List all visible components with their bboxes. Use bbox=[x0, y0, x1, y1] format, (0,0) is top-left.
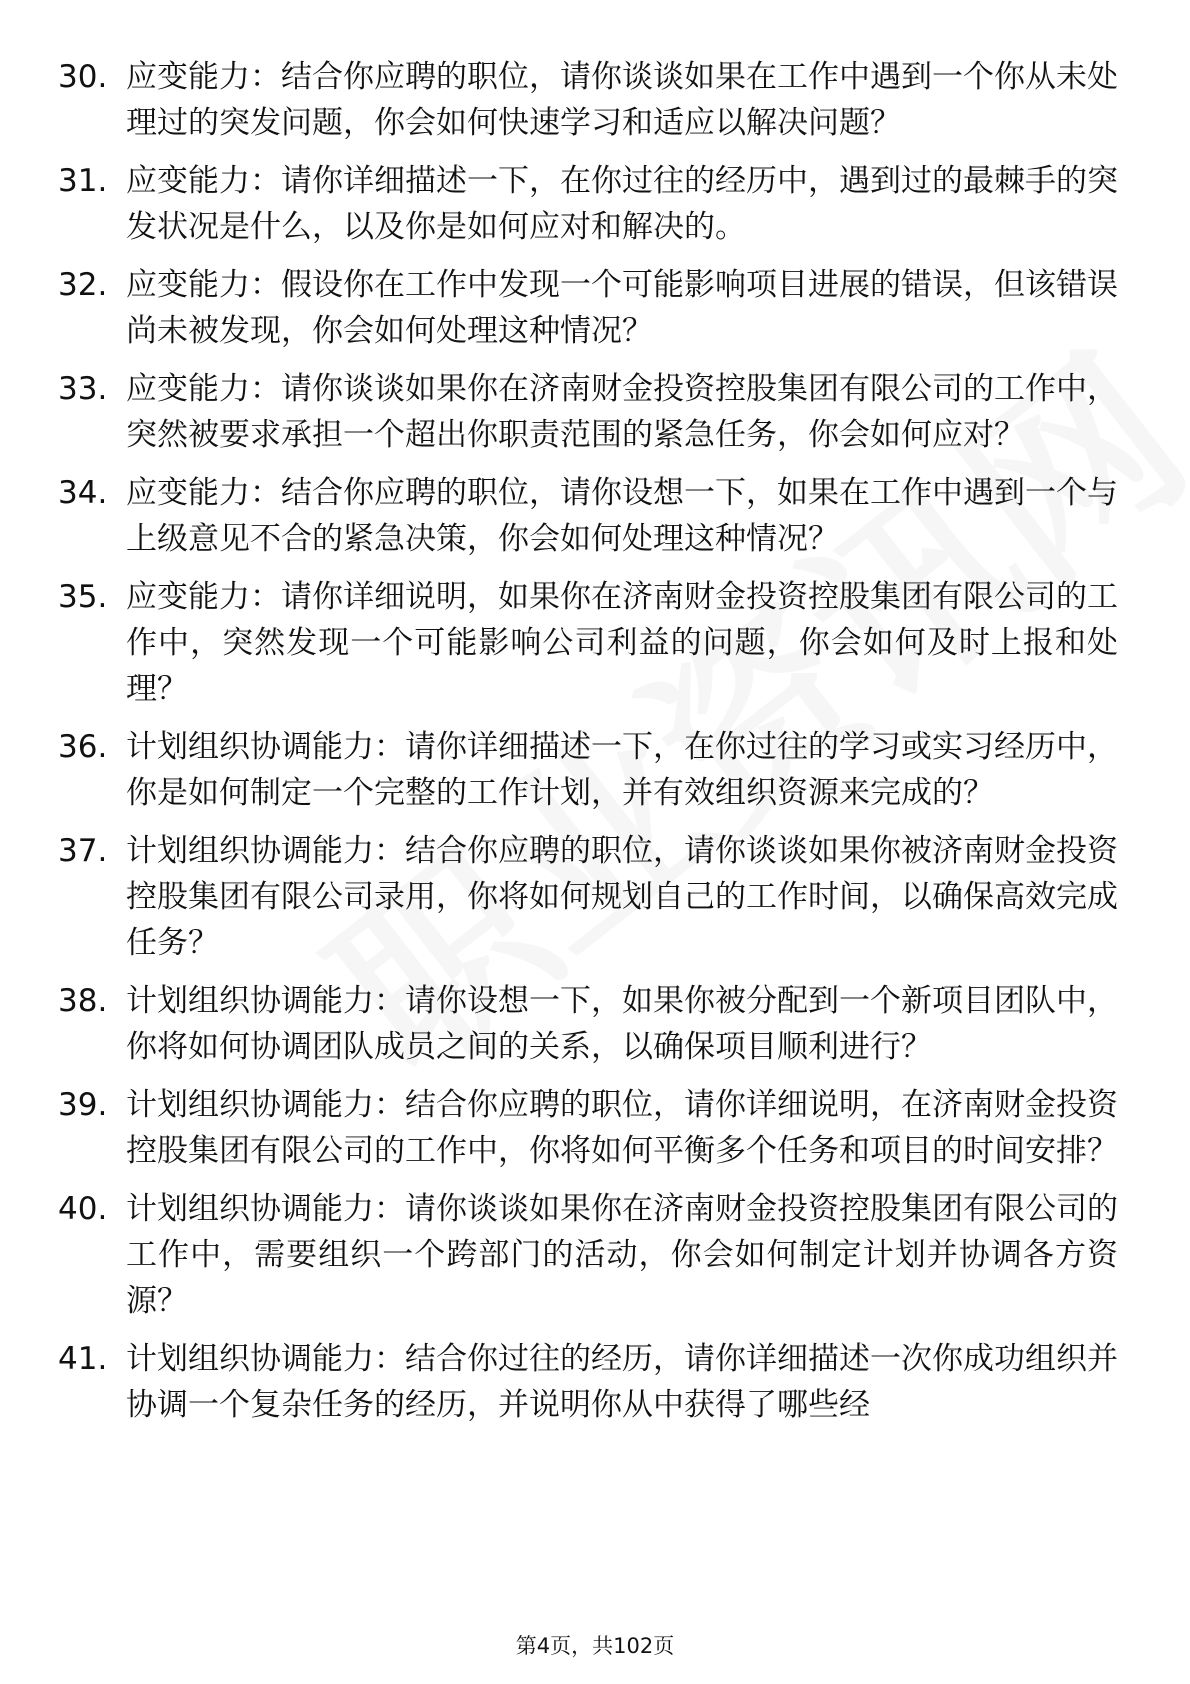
question-number: 30. bbox=[58, 59, 108, 95]
question-number: 34. bbox=[58, 475, 108, 511]
question-number: 40. bbox=[58, 1191, 108, 1227]
question-number: 32. bbox=[58, 267, 108, 303]
question-number: 31. bbox=[58, 163, 108, 199]
question-number: 41. bbox=[58, 1341, 108, 1377]
question-item bbox=[58, 828, 1118, 966]
question-text: 应变能力：请你详细描述一下，在你过往的经历中，遇到过的最棘手的突发状况是什么，以及你是如何应对和解决的。 bbox=[126, 163, 1118, 245]
page-number-label: 第4页，共102页 bbox=[515, 1634, 675, 1658]
question-item bbox=[58, 1186, 1118, 1324]
question-list bbox=[58, 54, 1118, 1440]
question-number: 33. bbox=[58, 371, 108, 407]
question-text: 计划组织协调能力：请你谈谈如果你在济南财金投资控股集团有限公司的工作中，需要组织一个跨部门的活动，你会如何制定计划并协调各方资源？ bbox=[126, 1191, 1118, 1319]
question-number: 38. bbox=[58, 983, 108, 1019]
question-text: 计划组织协调能力：结合你过往的经历，请你详细描述一次你成功组织并协调一个复杂任务的经历，并说明你从中获得了哪些经 bbox=[126, 1341, 1118, 1423]
question-item bbox=[58, 366, 1118, 458]
question-number: 39. bbox=[58, 1087, 108, 1123]
question-text: 应变能力：请你详细说明，如果你在济南财金投资控股集团有限公司的工作中，突然发现一个可能影响公司利益的问题，你会如何及时上报和处理？ bbox=[126, 579, 1118, 707]
question-text: 计划组织协调能力：请你详细描述一下，在你过往的学习或实习经历中，你是如何制定一个完整的工作计划，并有效组织资源来完成的？ bbox=[126, 729, 1118, 811]
question-text: 应变能力：结合你应聘的职位，请你谈谈如果在工作中遇到一个你从未处理过的突发问题，你会如何快速学习和适应以解决问题？ bbox=[126, 59, 1118, 141]
question-item bbox=[58, 470, 1118, 562]
question-item bbox=[58, 158, 1118, 250]
question-text: 应变能力：结合你应聘的职位，请你设想一下，如果在工作中遇到一个与上级意见不合的紧急决策，你会如何处理这种情况？ bbox=[126, 475, 1118, 557]
question-item bbox=[58, 1336, 1118, 1428]
question-item bbox=[58, 574, 1118, 712]
question-item bbox=[58, 54, 1118, 146]
question-number: 35. bbox=[58, 579, 108, 615]
question-number: 37. bbox=[58, 833, 108, 869]
question-item bbox=[58, 724, 1118, 816]
question-number: 36. bbox=[58, 729, 108, 765]
page-footer bbox=[0, 1632, 1190, 1660]
question-text: 计划组织协调能力：结合你应聘的职位，请你详细说明，在济南财金投资控股集团有限公司的工作中，你将如何平衡多个任务和项目的时间安排？ bbox=[126, 1087, 1118, 1169]
question-item bbox=[58, 262, 1118, 354]
question-text: 计划组织协调能力：请你设想一下，如果你被分配到一个新项目团队中，你将如何协调团队成员之间的关系，以确保项目顺利进行？ bbox=[126, 983, 1118, 1065]
question-text: 应变能力：假设你在工作中发现一个可能影响项目进展的错误，但该错误尚未被发现，你会如何处理这种情况？ bbox=[126, 267, 1118, 349]
question-text: 应变能力：请你谈谈如果你在济南财金投资控股集团有限公司的工作中，突然被要求承担一个超出你职责范围的紧急任务，你会如何应对？ bbox=[126, 371, 1118, 453]
question-item bbox=[58, 1082, 1118, 1174]
question-text: 计划组织协调能力：结合你应聘的职位，请你谈谈如果你被济南财金投资控股集团有限公司录用，你将如何规划自己的工作时间，以确保高效完成任务？ bbox=[126, 833, 1118, 961]
question-item bbox=[58, 978, 1118, 1070]
